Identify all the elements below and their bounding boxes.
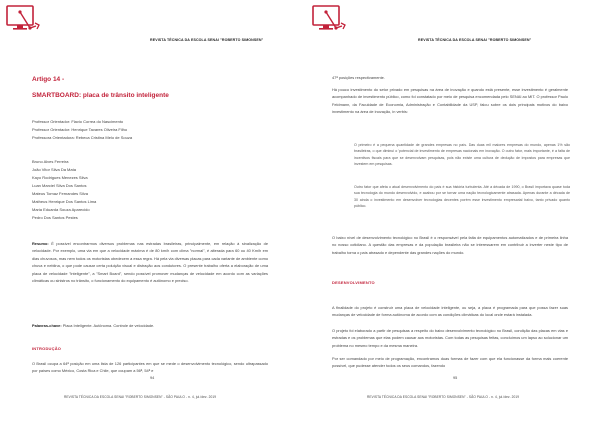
journal-header-title: REVISTA TÉCNICA DA ESCOLA SENAI "ROBERTO SIMONSEN" [150, 38, 264, 42]
keywords [32, 322, 268, 329]
author-item: Bruno Alves Ferreira [32, 159, 69, 164]
author-item: Mateus Tomaz Fernandes Silva [32, 191, 88, 196]
right-page [300, 0, 600, 424]
keywords-label: Palavras-chave: [32, 323, 62, 328]
keywords-text: Placa Inteligente. Autônoma. Controle de velocidade. [62, 323, 155, 328]
page-number: 94 [150, 376, 155, 380]
author-item: Pedro Dos Santos Pestes [32, 215, 78, 220]
abstract-label: Resumo: [32, 241, 49, 246]
development-heading: DESENVOLVIMENTO [332, 280, 375, 285]
author-item: João Vitor Silva Da Mata [32, 167, 76, 172]
article-number: Artigo 14 - [32, 76, 65, 83]
author-item: Kayo Rodrigues Menezes Silva [32, 175, 88, 180]
abstract-text: É possível encontrarmos diversos problemas nas estradas brasileiras, principalmente, em relação à sinalização de velocidade. Por exemplo, uma via em que a velocidade máxima é de 80 km/h com clima "normal", é alterada para 60 ou 40 Km/h em dias chuvosos, mas nem todos os motoristas obedecem a essa regra. Há pela via diversas placas para cada variante de ambiente como chuva e neblina, o que pode causar certa poluição visual e distração aos condutores. O presente trabalho oferta a elaboração de uma placa de velocidade "inteligente", a "Smart Board", sendo possível promover mudanças de velocidade em acordo com as variações climáticas ou sinistros no trânsito, o funcionamento do equipamento é autônomo e preciso. [32, 241, 268, 284]
authors-list [32, 158, 96, 222]
author-item: Matheus Henrique Dos Santos Lima [32, 199, 97, 204]
author-item: Maria Eduarda Souza Aparecido [32, 207, 90, 212]
page-footer: REVISTA TÉCNICA DA ESCOLA SENAI "ROBERTO SIMONSEN" - SÃO PAULO - n. 4, jul./dez. 2019 [367, 395, 520, 399]
paragraph: Por ser comandado por meio de programação, encontramos duas formas de fazer com que ela funcionasse da forma mais coerente possível, que pudesse atender todos os seus comandos, fazendo [332, 356, 568, 369]
author-item: Luan Marciel Silva Dos Santos [32, 183, 87, 188]
monitor-robot-icon [312, 4, 346, 38]
page-footer: REVISTA TÉCNICA DA ESCOLA SENAI "ROBERTO SIMONSEN" - SÃO PAULO - n. 4, jul./dez. 2019 [64, 395, 217, 399]
article-title: SMARTBOARD: placa de trânsito inteligente [32, 92, 169, 99]
abstract [32, 240, 268, 284]
advisors-list [32, 118, 132, 142]
introduction-heading: INTRODUÇÃO [32, 346, 62, 351]
page-number: 95 [453, 376, 458, 380]
journal-header-title: REVISTA TÉCNICA DA ESCOLA SENAI "ROBERTO SIMONSEN" [418, 38, 532, 42]
advisor-item: Professor Orientador: Flavio Correa do Nascimento [32, 119, 124, 124]
paragraph: Há pouco investimento do setor privado em pesquisas na área de inovação e quando está presente, esse investimento é geralmente acompanhado de investimento público, como foi constatado por meio de pesquisa encomendada pelo SENAI ao MIT. O professor Paulo Feldmann, da Faculdade de Economia, Administração e Contabilidade da USP, falou sobre os dois principais motivos do baixo investimento na área de inovação, in verbis: [332, 87, 568, 115]
block-quote: O primeiro é a pequena quantidade de grandes empresas no país. Das duas mil maiores empresas do mundo, apenas 1% são brasileiras, o que diminui o 'potencial de investimento de empresas nacionais em inovação. O outro fator, mais importante, é a falta de incentivos fiscais para que se desenvolvam pesquisas, pois não existe uma cultura de dedução de impostos para empresas que investem em pesquisas. [354, 143, 570, 167]
introduction-text: O Brasil ocupa a 64ª posição em uma lista de 126 participantes em que se mede o desenvolvimento tecnológico, sendo ultrapassado por países como México, Costa Rica e Chile, que ocupam a 56ª, 54ª e [32, 361, 268, 374]
monitor-robot-icon [6, 4, 40, 38]
block-quote: Outro fator que afeta o atual desenvolvimento do país é sua história turbulenta. Até a década de 1990, o Brasil importava quase toda sua tecnologia do mundo desenvolvido, e acabou por se tornar uma nação tecnologicamente atrasada. Apenas durante a década de 30 ainda o investimento em desenvolver tecnologias decentes porém esse investimento empresarial baixo, tanto privado quanto público. [354, 185, 570, 209]
paragraph: O baixo nível de desenvolvimento tecnológico no Brasil é o responsável pela falta de equipamentos automatizados e de primeira linha no nosso cotidiano. A questão das empresas e da população brasileira não se interessarem em contribuir a inverter neste tipo de trabalho torna o país atrasado e dependente das grandes nações do mundo. [332, 235, 568, 255]
continuation-text: 47ª posições respectivamente. [332, 75, 385, 80]
paragraph: O projeto foi elaborado a partir de pesquisas a respeito do baixo desenvolvimento tecnológico no Brasil, condição das placas em vias e estradas e os problemas que elas podem causar aos motoristas. Com todas as pesquisas feitas, concluímos um lapso ao solucionar um problema no mesmo tempo e da mesma maneira. [332, 328, 568, 348]
advisor-item: Professor Orientador: Henrique Tavares Oliveira Filho [32, 127, 128, 132]
advisor-item: Professora Orientadora: Rebeca Cristina Melo de Souza [32, 135, 133, 140]
paragraph: A finalidade do projeto é construir uma placa de velocidade inteligente, ou seja, a placa é programada para que possa fazer suas mudanças de velocidade de forma autônoma de acordo com as condições climáticas do local onde estará instalada. [332, 305, 568, 318]
